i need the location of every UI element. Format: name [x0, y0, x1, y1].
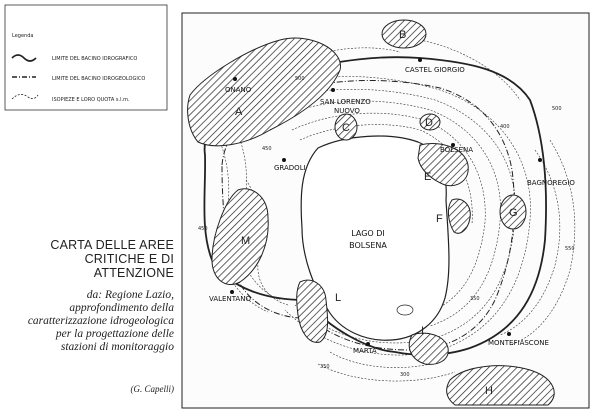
contour-label: 500	[552, 106, 562, 112]
contour-label: 400	[500, 124, 510, 130]
map-caption-source: da: Regione Lazio, approfondimento della caratterizzazione idrogeologica per la progettazione delle stazioni di monitoraggio	[27, 289, 174, 353]
valentano-marker	[230, 290, 234, 294]
zone-f-label: F	[436, 213, 443, 225]
san-lorenzo-nuovo-marker	[331, 88, 335, 92]
map-caption-author: (G. Capelli)	[130, 384, 174, 394]
map-caption-title: CARTA DELLE AREE CRITICHE E DI ATTENZIONE	[50, 238, 174, 280]
town-bolsena: BOLSENA	[440, 146, 473, 154]
lake-label-line1: LAGO DI	[351, 229, 385, 238]
zone-i-label: I	[421, 325, 425, 337]
bagnoregio-marker	[538, 158, 542, 162]
gradoli-marker	[282, 158, 286, 162]
zone-c-label: C	[342, 122, 350, 134]
town-onano: ONANO	[225, 86, 252, 94]
town-bagnoregio: BAGNOREGIO	[527, 179, 575, 187]
zone-d-label: D	[425, 117, 433, 129]
castel-giorgio-marker	[418, 58, 422, 62]
map-legend	[5, 5, 167, 110]
zone-m-label: M	[241, 235, 251, 247]
town-san-lorenzo-nuovo: NUOVO	[334, 107, 360, 115]
town-gradoli: GRADOLI	[274, 164, 306, 172]
legend-title: Legenda	[12, 33, 34, 39]
contour-label: 500	[295, 76, 305, 82]
lake-label-line2: BOLSENA	[349, 241, 387, 250]
zone-l-label: L	[335, 292, 342, 304]
zone-b-label: B	[399, 29, 407, 41]
marta-marker	[366, 342, 370, 346]
contour-label: 450	[198, 226, 208, 232]
contour-label: 300	[400, 372, 410, 378]
onano-marker	[233, 77, 237, 81]
zone-h-label: H	[485, 385, 493, 397]
contour-label: 350	[320, 364, 330, 370]
town-marta: MARTA	[353, 347, 377, 355]
legend-item-hydrogeological: LIMITE DEL BACINO IDROGEOLOGICO	[52, 76, 146, 82]
montefiascone-marker	[507, 332, 511, 336]
zone-e-label: E	[424, 171, 432, 183]
town-montefiascone: MONTEFIASCONE	[488, 339, 549, 347]
zone-g-label: G	[509, 207, 518, 219]
zone-a-label: A	[235, 106, 243, 118]
town-san-lorenzo: SAN LORENZO	[320, 98, 371, 106]
town-castel-giorgio: CASTEL GIORGIO	[405, 66, 465, 74]
contour-label: 450	[262, 146, 272, 152]
legend-item-hydrographic: LIMITE DEL BACINO IDROGRAFICO	[52, 56, 138, 62]
contour-label: 350	[470, 296, 480, 302]
town-valentano: VALENTANO	[209, 295, 251, 303]
contour-label: 550	[565, 246, 575, 252]
legend-item-isopiezometric: ISOPIEZE E LORO QUOTA s.l.m.	[52, 97, 130, 103]
